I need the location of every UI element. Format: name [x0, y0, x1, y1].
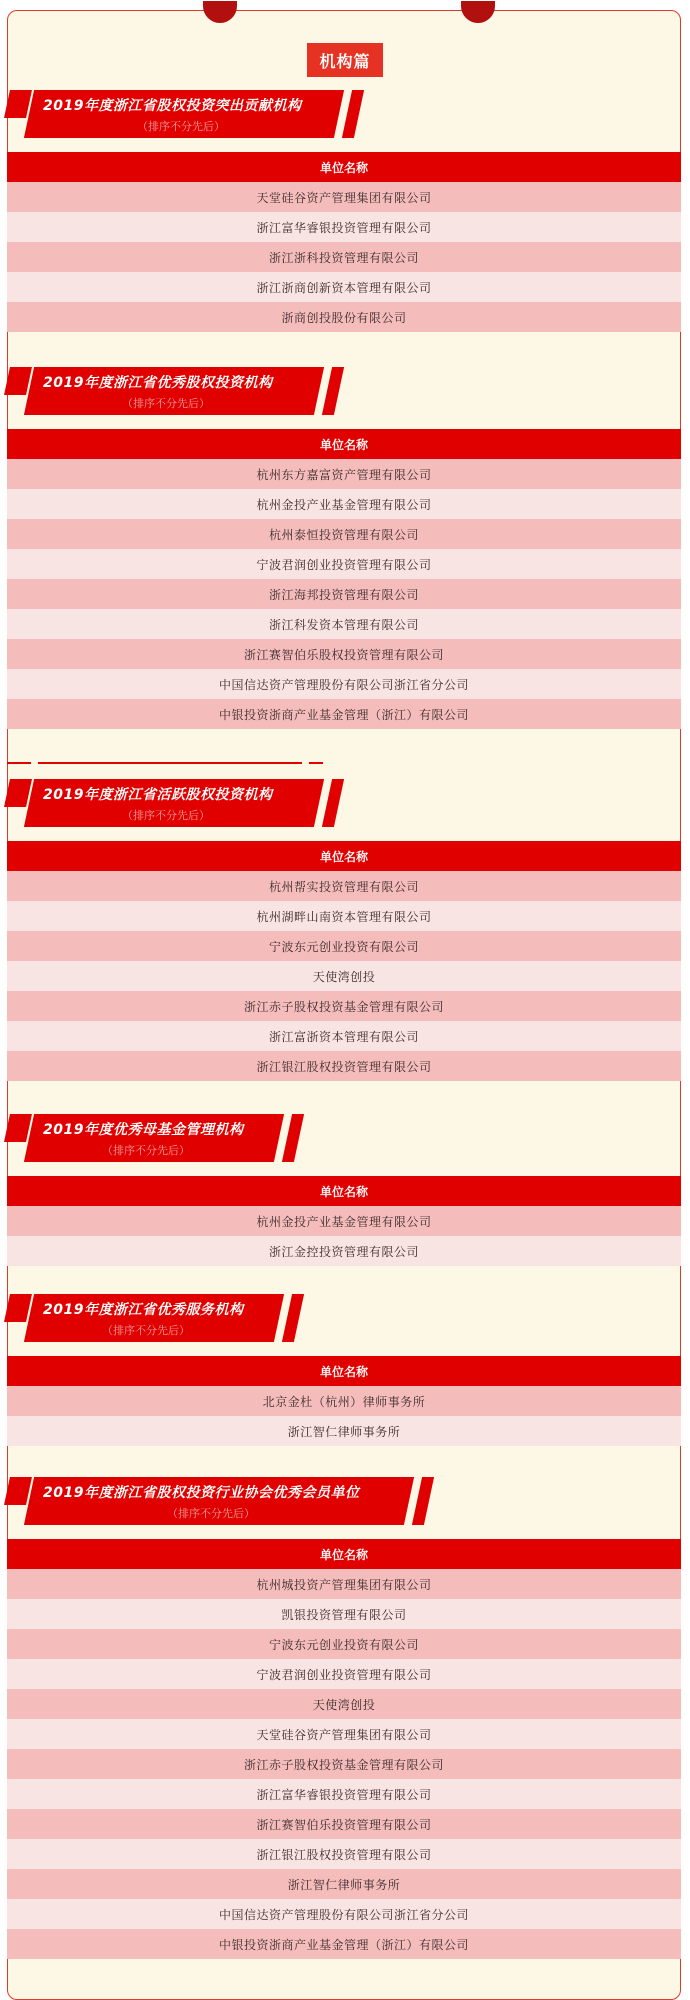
banner-stripe: [4, 1477, 32, 1505]
table-row: 浙江富浙资本管理有限公司: [7, 1021, 681, 1051]
table-row: 宁波东元创业投资有限公司: [7, 931, 681, 961]
section-title: 2019年度浙江省股权投资行业协会优秀会员单位: [43, 1485, 360, 1501]
table-row: 浙江海邦投资管理有限公司: [7, 579, 681, 609]
table-row: 浙江赤子股权投资基金管理有限公司: [7, 991, 681, 1021]
table-row: 中银投资浙商产业基金管理（浙江）有限公司: [7, 1929, 681, 1959]
table-row: 浙江赛智伯乐投资管理有限公司: [7, 1809, 681, 1839]
divider-line: [309, 762, 323, 764]
table-row: 浙江银江股权投资管理有限公司: [7, 1051, 681, 1081]
section-title: 2019年度浙江省活跃股权投资机构: [43, 787, 273, 803]
section-title: 2019年度浙江省优秀股权投资机构: [43, 375, 273, 391]
banner-stripe: [282, 1294, 304, 1342]
award-section: [7, 1294, 681, 1446]
section-subtitle: （排序不分先后）: [137, 120, 225, 133]
table-row: 浙江智仁律师事务所: [7, 1416, 681, 1446]
award-section: [7, 1114, 681, 1266]
section-banner: [7, 90, 681, 140]
table-row: 杭州东方嘉富资产管理有限公司: [7, 459, 681, 489]
table-row: 凯银投资管理有限公司: [7, 1599, 681, 1629]
table-row: 浙江赛智伯乐股权投资管理有限公司: [7, 639, 681, 669]
award-section: [7, 367, 681, 729]
section-title: 2019年度优秀母基金管理机构: [43, 1122, 244, 1138]
organization-table: [7, 152, 681, 332]
organization-table: [7, 1539, 681, 1959]
table-header: 单位名称: [7, 1176, 681, 1206]
table-row: 浙江富华睿银投资管理有限公司: [7, 212, 681, 242]
section-banner: [7, 1477, 681, 1527]
table-row: 天堂硅谷资产管理集团有限公司: [7, 1719, 681, 1749]
section-banner: [7, 779, 681, 829]
page-title: 机构篇: [307, 43, 383, 77]
table-header: 单位名称: [7, 429, 681, 459]
table-row: 天使湾创投: [7, 961, 681, 991]
section-subtitle: （排序不分先后）: [102, 1324, 190, 1337]
section-banner: [7, 1294, 681, 1344]
table-row: 天堂硅谷资产管理集团有限公司: [7, 182, 681, 212]
table-header: 单位名称: [7, 152, 681, 182]
table-row: 浙江金控投资管理有限公司: [7, 1236, 681, 1266]
table-header: 单位名称: [7, 1356, 681, 1386]
table-row: 杭州泰恒投资管理有限公司: [7, 519, 681, 549]
banner-stripe: [282, 1114, 304, 1162]
section-title: 2019年度浙江省优秀服务机构: [43, 1302, 244, 1318]
binder-pin-left: [203, 1, 237, 23]
table-row: 中国信达资产管理股份有限公司浙江省分公司: [7, 1899, 681, 1929]
section-subtitle: （排序不分先后）: [122, 397, 210, 410]
binder-pin-right: [461, 1, 495, 23]
section-subtitle: （排序不分先后）: [102, 1144, 190, 1157]
table-row: 浙江赤子股权投资基金管理有限公司: [7, 1749, 681, 1779]
award-section: [7, 1477, 681, 1959]
section-banner: [7, 367, 681, 417]
banner-stripe: [342, 90, 364, 138]
banner-stripe: [4, 367, 32, 395]
banner-stripe: [322, 779, 344, 827]
section-title: 2019年度浙江省股权投资突出贡献机构: [43, 98, 302, 114]
table-row: 北京金杜（杭州）律师事务所: [7, 1386, 681, 1416]
organization-table: [7, 841, 681, 1081]
section-subtitle: （排序不分先后）: [167, 1507, 255, 1520]
banner-stripe: [4, 779, 32, 807]
organization-table: [7, 1356, 681, 1446]
table-header: 单位名称: [7, 841, 681, 871]
divider-line: [7, 762, 31, 764]
section-subtitle: （排序不分先后）: [122, 809, 210, 822]
table-row: 浙江浙科投资管理有限公司: [7, 242, 681, 272]
organization-table: [7, 429, 681, 729]
table-row: 浙江智仁律师事务所: [7, 1869, 681, 1899]
table-row: 浙江富华睿银投资管理有限公司: [7, 1779, 681, 1809]
table-row: 杭州金投产业基金管理有限公司: [7, 1206, 681, 1236]
table-row: 中银投资浙商产业基金管理（浙江）有限公司: [7, 699, 681, 729]
table-row: 宁波东元创业投资有限公司: [7, 1629, 681, 1659]
award-section: [7, 779, 681, 1081]
table-row: 杭州帮实投资管理有限公司: [7, 871, 681, 901]
banner-stripe: [4, 90, 32, 118]
section-banner: [7, 1114, 681, 1164]
table-row: 浙江浙商创新资本管理有限公司: [7, 272, 681, 302]
banner-stripe: [412, 1477, 434, 1525]
divider-line: [38, 762, 302, 764]
banner-stripe: [4, 1114, 32, 1142]
table-row: 浙江银江股权投资管理有限公司: [7, 1839, 681, 1869]
table-row: 宁波君润创业投资管理有限公司: [7, 549, 681, 579]
table-row: 杭州城投资产管理集团有限公司: [7, 1569, 681, 1599]
table-row: 浙商创投股份有限公司: [7, 302, 681, 332]
table-row: 浙江科发资本管理有限公司: [7, 609, 681, 639]
table-row: 宁波君润创业投资管理有限公司: [7, 1659, 681, 1689]
table-row: 杭州金投产业基金管理有限公司: [7, 489, 681, 519]
banner-stripe: [322, 367, 344, 415]
table-header: 单位名称: [7, 1539, 681, 1569]
table-row: 杭州湖畔山南资本管理有限公司: [7, 901, 681, 931]
organization-table: [7, 1176, 681, 1266]
award-section: [7, 90, 681, 332]
table-row: 中国信达资产管理股份有限公司浙江省分公司: [7, 669, 681, 699]
table-row: 天使湾创投: [7, 1689, 681, 1719]
banner-stripe: [4, 1294, 32, 1322]
